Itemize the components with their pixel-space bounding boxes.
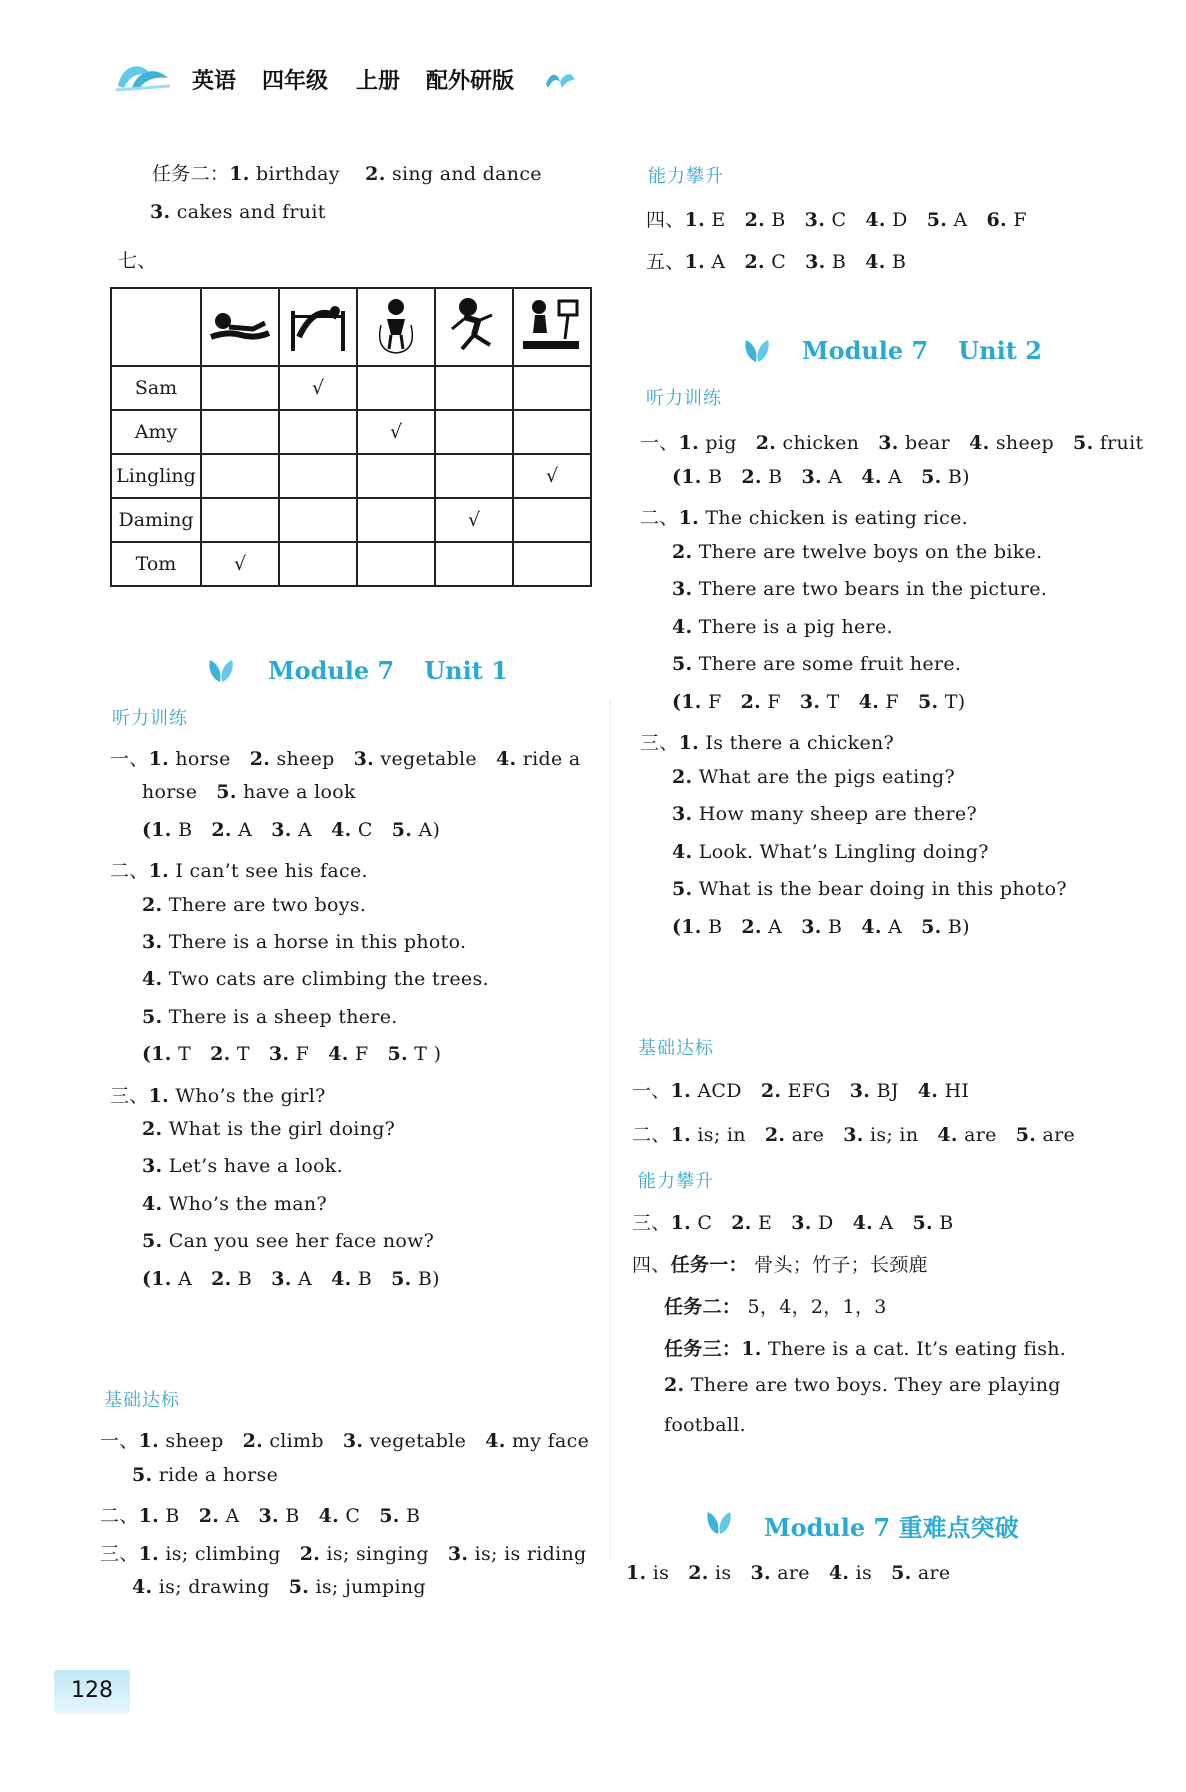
- treadmill-icon: [513, 288, 591, 366]
- table-row: [111, 366, 591, 410]
- answer-line: 四、1. E 2. B 3. C 4. D 5. A 6. F: [646, 209, 1027, 231]
- answer-line: 三、1. Who’s the girl?: [110, 1084, 326, 1107]
- section-label: 听力训练: [646, 388, 722, 409]
- answer-line: football.: [664, 1414, 746, 1436]
- answer-line: (1. B 2. A 3. B 4. A 5. B): [672, 915, 970, 938]
- table-cell: [513, 366, 591, 410]
- leaf-icon: [544, 70, 576, 90]
- section-label: 基础达标: [638, 1038, 714, 1059]
- answer-line: 一、1. ACD 2. EFG 3. BJ 4. HI: [632, 1080, 970, 1102]
- table-cell: √: [279, 366, 357, 410]
- answer-line: 2. What are the pigs eating?: [672, 765, 955, 788]
- header-subject: 英语: [192, 69, 237, 94]
- table-row: [111, 498, 591, 542]
- table-cell: √: [357, 410, 435, 454]
- answer-line: 1. is 2. is 3. are 4. is 5. are: [626, 1562, 951, 1584]
- table-row: [111, 410, 591, 454]
- answer-line: 五、1. A 2. C 3. B 4. B: [646, 251, 907, 273]
- leaf-icon: [704, 1508, 734, 1538]
- table-cell: [279, 410, 357, 454]
- module-title: Module 7 Unit 1: [268, 656, 508, 685]
- answer-line: 5. What is the bear doing in this photo?: [672, 878, 1067, 900]
- answer-line: 二、1. I can’t see his face.: [110, 860, 368, 883]
- answer-line: 2. There are two boys. They are playing: [664, 1374, 1061, 1396]
- module-title: Module 7 Unit 2: [802, 336, 1042, 365]
- running-icon: [435, 288, 513, 366]
- answer-line: 3. How many sheep are there?: [672, 803, 977, 825]
- answer-line: 3. There are two bears in the picture.: [672, 578, 1048, 600]
- row-name: Amy: [111, 410, 201, 454]
- row-name: Daming: [111, 498, 201, 542]
- answer-line: 4. is; drawing 5. is; jumping: [132, 1576, 426, 1599]
- leaf-logo-icon: [112, 56, 172, 94]
- answer-line: 一、1. pig 2. chicken 3. bear 4. sheep 5. fruit: [640, 432, 1144, 454]
- answer-line: 4. Who’s the man?: [142, 1192, 327, 1215]
- table-cell: [279, 454, 357, 498]
- table-cell: √: [201, 542, 279, 586]
- answer-line: 一、1. sheep 2. climb 3. vegetable 4. my face: [100, 1430, 590, 1452]
- answer-line: 3. cakes and fruit: [150, 201, 326, 223]
- header-grade: 四年级: [262, 69, 329, 94]
- answer-line: 三、1. is; climbing 2. is; singing 3. is; is riding: [100, 1542, 587, 1565]
- section-label: 能力攀升: [648, 166, 724, 187]
- answer-line: 二、1. B 2. A 3. B 4. C 5. B: [100, 1505, 421, 1528]
- table-cell: √: [513, 454, 591, 498]
- table-cell: [357, 366, 435, 410]
- answer-line: (1. B 2. B 3. A 4. A 5. B): [672, 465, 970, 488]
- answer-line: 2. There are two boys.: [142, 893, 367, 916]
- answer-line: horse 5. have a look: [142, 781, 356, 804]
- table-cell: [201, 366, 279, 410]
- answer-line: 三、1. Is there a chicken?: [640, 732, 895, 754]
- section-label: 听力训练: [112, 708, 188, 729]
- table-cell: √: [435, 498, 513, 542]
- row-name: Tom: [111, 542, 201, 586]
- answer-line: 2. There are twelve boys on the bike.: [672, 540, 1043, 563]
- answer-line: 二、1. The chicken is eating rice.: [640, 507, 968, 529]
- table-cell: [513, 410, 591, 454]
- table-cell: [513, 542, 591, 586]
- answer-line: 5. There is a sheep there.: [142, 1005, 398, 1028]
- table-cell: [357, 454, 435, 498]
- answer-line: 任务三：1. There is a cat. It’s eating fish.: [664, 1338, 1067, 1360]
- column-divider: [610, 700, 611, 1560]
- answer-line: (1. A 2. B 3. A 4. B 5. B): [142, 1267, 440, 1290]
- answer-line: 4. There is a pig here.: [672, 615, 893, 638]
- row-name: Lingling: [111, 454, 201, 498]
- leaf-icon: [206, 656, 236, 686]
- table-cell: [435, 410, 513, 454]
- table-cell: [279, 542, 357, 586]
- header-edition: 配外研版: [426, 69, 515, 94]
- header-volume: 上册: [356, 69, 401, 94]
- table-cell: [201, 410, 279, 454]
- answer-line: 任务二：1. birthday 2. sing and dance: [152, 163, 542, 185]
- empty-header-cell: [111, 288, 201, 366]
- table-cell: [435, 454, 513, 498]
- answer-line: 一、1. horse 2. sheep 3. vegetable 4. ride a: [110, 748, 581, 770]
- swimming-icon: [201, 288, 279, 366]
- answer-line: 4. Look. What’s Lingling doing?: [672, 840, 989, 863]
- leaf-icon: [742, 336, 772, 366]
- question-label: 七、: [118, 250, 157, 272]
- section-label: 基础达标: [104, 1390, 180, 1411]
- answer-line: 5. There are some fruit here.: [672, 653, 962, 675]
- table-cell: [435, 366, 513, 410]
- answer-line: 5. Can you see her face now?: [142, 1230, 435, 1253]
- answer-line: 四、任务一： 骨头；竹子；长颈鹿: [632, 1254, 928, 1276]
- activity-table: [110, 287, 592, 587]
- answer-line: (1. T 2. T 3. F 4. F 5. T ): [142, 1043, 442, 1066]
- answer-line: 任务二： 5，4，2，1，3: [664, 1296, 887, 1318]
- answer-line: 5. ride a horse: [132, 1463, 279, 1486]
- table-cell: [201, 498, 279, 542]
- key-points-title: Module 7 重难点突破: [764, 1513, 1019, 1542]
- answer-line: 三、1. C 2. E 3. D 4. A 5. B: [632, 1212, 954, 1234]
- table-cell: [357, 498, 435, 542]
- answer-line: 4. Two cats are climbing the trees.: [142, 968, 489, 991]
- answer-line: (1. B 2. A 3. A 4. C 5. A): [142, 818, 441, 841]
- section-label: 能力攀升: [638, 1171, 714, 1192]
- answer-line: 3. There is a horse in this photo.: [142, 931, 467, 953]
- table-cell: [513, 498, 591, 542]
- table-row: [111, 454, 591, 498]
- table-row: [111, 542, 591, 586]
- answer-line: 3. Let’s have a look.: [142, 1155, 343, 1178]
- table-cell: [435, 542, 513, 586]
- high-jump-icon: [279, 288, 357, 366]
- table-cell: [279, 498, 357, 542]
- answer-line: (1. F 2. F 3. T 4. F 5. T): [672, 690, 966, 713]
- row-name: Sam: [111, 366, 201, 410]
- answer-line: 二、1. is; in 2. are 3. is; in 4. are 5. are: [632, 1124, 1076, 1146]
- table-cell: [201, 454, 279, 498]
- table-cell: [357, 542, 435, 586]
- answer-line: 2. What is the girl doing?: [142, 1118, 396, 1140]
- skipping-icon: [357, 288, 435, 366]
- page-number: 128: [54, 1670, 130, 1714]
